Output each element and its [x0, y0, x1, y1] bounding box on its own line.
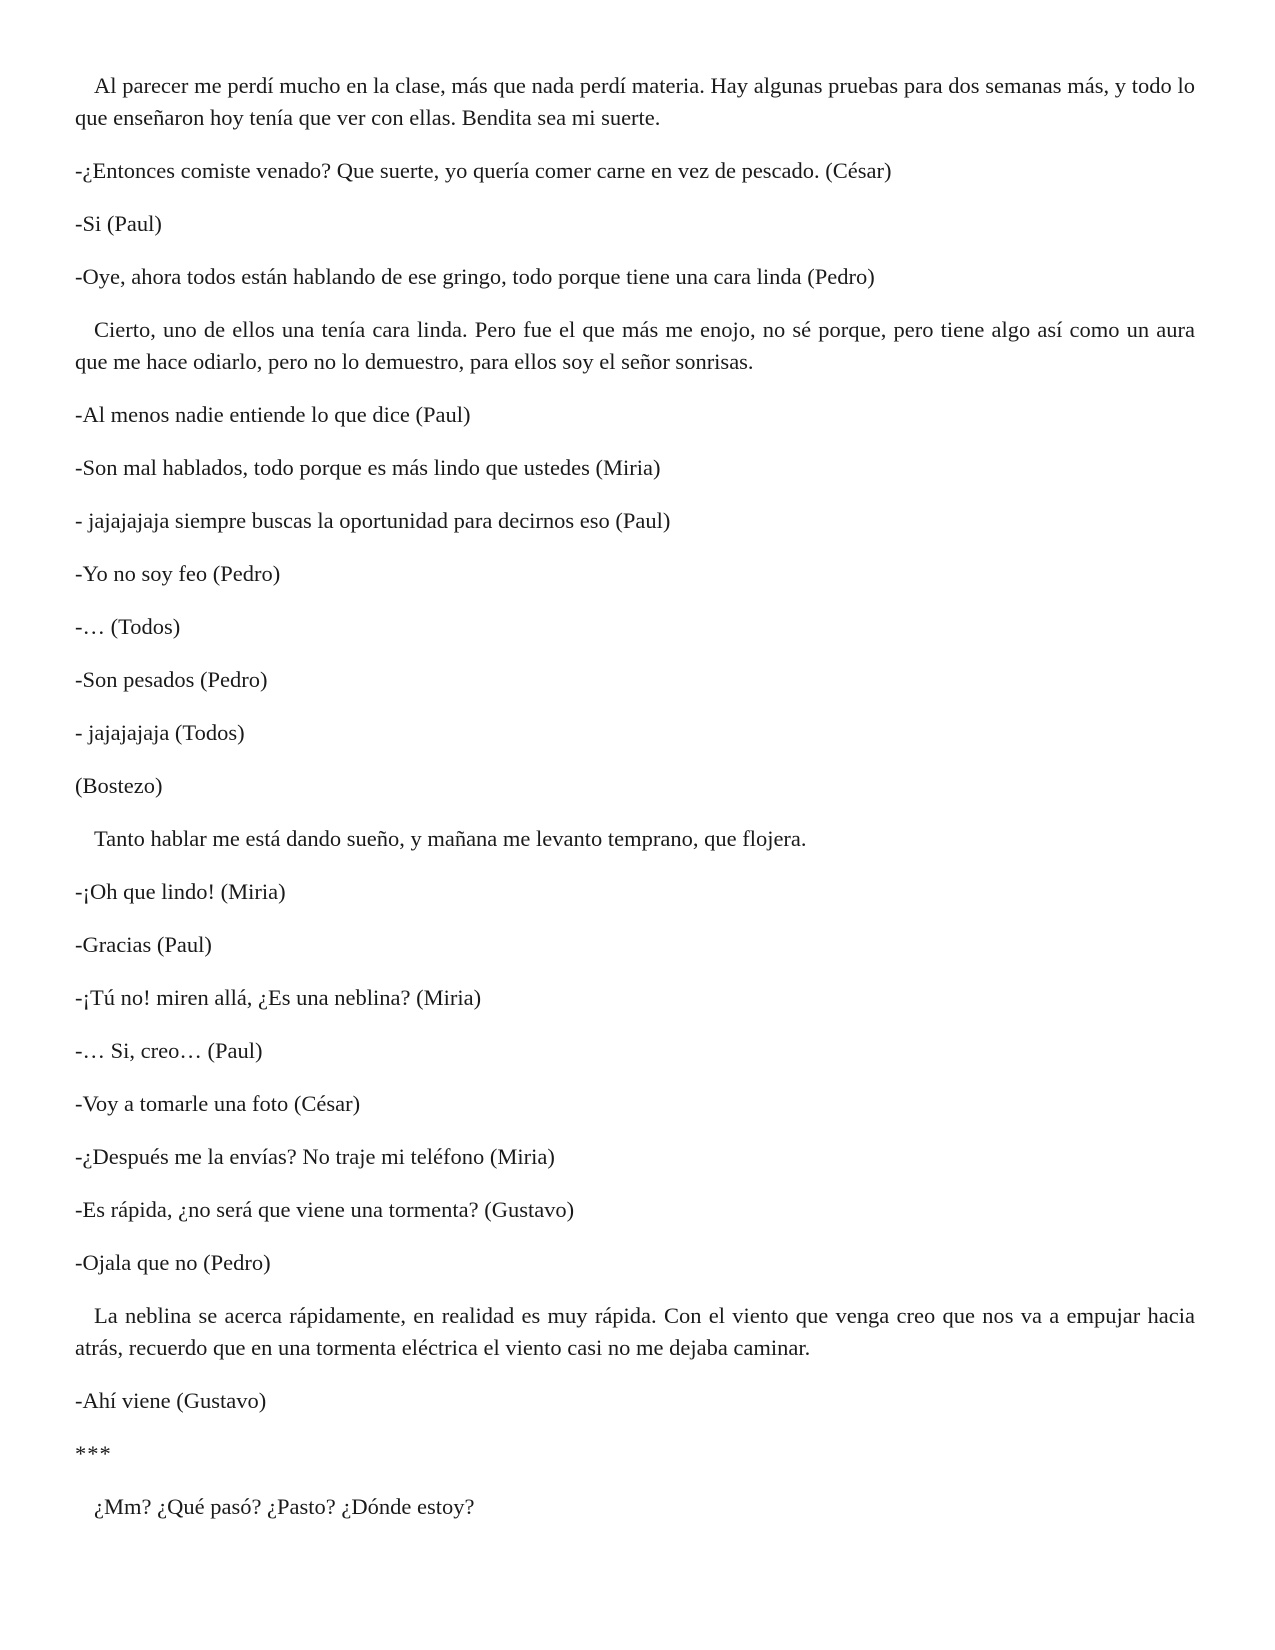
dialogue-line-15: -Voy a tomarle una foto (César) — [75, 1091, 361, 1116]
dialogue-line-17: -Es rápida, ¿no será que viene una tormenta? (Gustavo) — [75, 1197, 575, 1222]
paragraph-2: Cierto, uno de ellos una tenía cara linda. Pero fue el que más me enojo, no sé porque, pero tiene algo así como un aura que me hace odiarlo, pero no lo demuestro, para ellos soy el señor sonrisas. — [75, 317, 1195, 374]
dialogue-line-3: -Oye, ahora todos están hablando de ese gringo, todo porque tiene una cara linda (Pedro) — [75, 264, 875, 289]
dialogue-line-18: -Ojala que no (Pedro) — [75, 1250, 271, 1275]
dialogue-line-9: -Son pesados (Pedro) — [75, 667, 268, 692]
dialogue-line-10: - jajajajaja (Todos) — [75, 720, 245, 745]
dialogue-line-7: -Yo no soy feo (Pedro) — [75, 561, 281, 586]
paragraph-5: ¿Mm? ¿Qué pasó? ¿Pasto? ¿Dónde estoy? — [94, 1494, 475, 1519]
section-separator: *** — [75, 1441, 112, 1466]
paragraph-4: La neblina se acerca rápidamente, en realidad es muy rápida. Con el viento que venga creo que nos va a empujar hacia atrás, recuerdo que en una tormenta eléctrica el viento casi no me dejaba caminar. — [75, 1303, 1195, 1360]
dialogue-line-12: -Gracias (Paul) — [75, 932, 212, 957]
paragraph-1: Al parecer me perdí mucho en la clase, más que nada perdí materia. Hay algunas pruebas para dos semanas más, y todo lo que enseñaron hoy tenía que ver con ellas. Bendita sea mi suerte. — [75, 73, 1195, 130]
dialogue-line-19: -Ahí viene (Gustavo) — [75, 1388, 267, 1413]
dialogue-line-8: -… (Todos) — [75, 614, 181, 639]
dialogue-line-1: -¿Entonces comiste venado? Que suerte, yo quería comer carne en vez de pescado. (César) — [75, 158, 892, 183]
dialogue-line-2: -Si (Paul) — [75, 211, 162, 236]
dialogue-line-5: -Son mal hablados, todo porque es más lindo que ustedes (Miria) — [75, 455, 661, 480]
dialogue-line-4: -Al menos nadie entiende lo que dice (Paul) — [75, 402, 471, 427]
dialogue-line-6: - jajajajaja siempre buscas la oportunidad para decirnos eso (Paul) — [75, 508, 671, 533]
dialogue-line-16: -¿Después me la envías? No traje mi teléfono (Miria) — [75, 1144, 555, 1169]
stage-direction: (Bostezo) — [75, 773, 163, 798]
dialogue-line-11: -¡Oh que lindo! (Miria) — [75, 879, 286, 904]
dialogue-line-14: -… Si, creo… (Paul) — [75, 1038, 263, 1063]
document-page — [75, 70, 1195, 1544]
dialogue-line-13: -¡Tú no! miren allá, ¿Es una neblina? (Miria) — [75, 985, 482, 1010]
paragraph-3: Tanto hablar me está dando sueño, y mañana me levanto temprano, que flojera. — [94, 826, 807, 851]
